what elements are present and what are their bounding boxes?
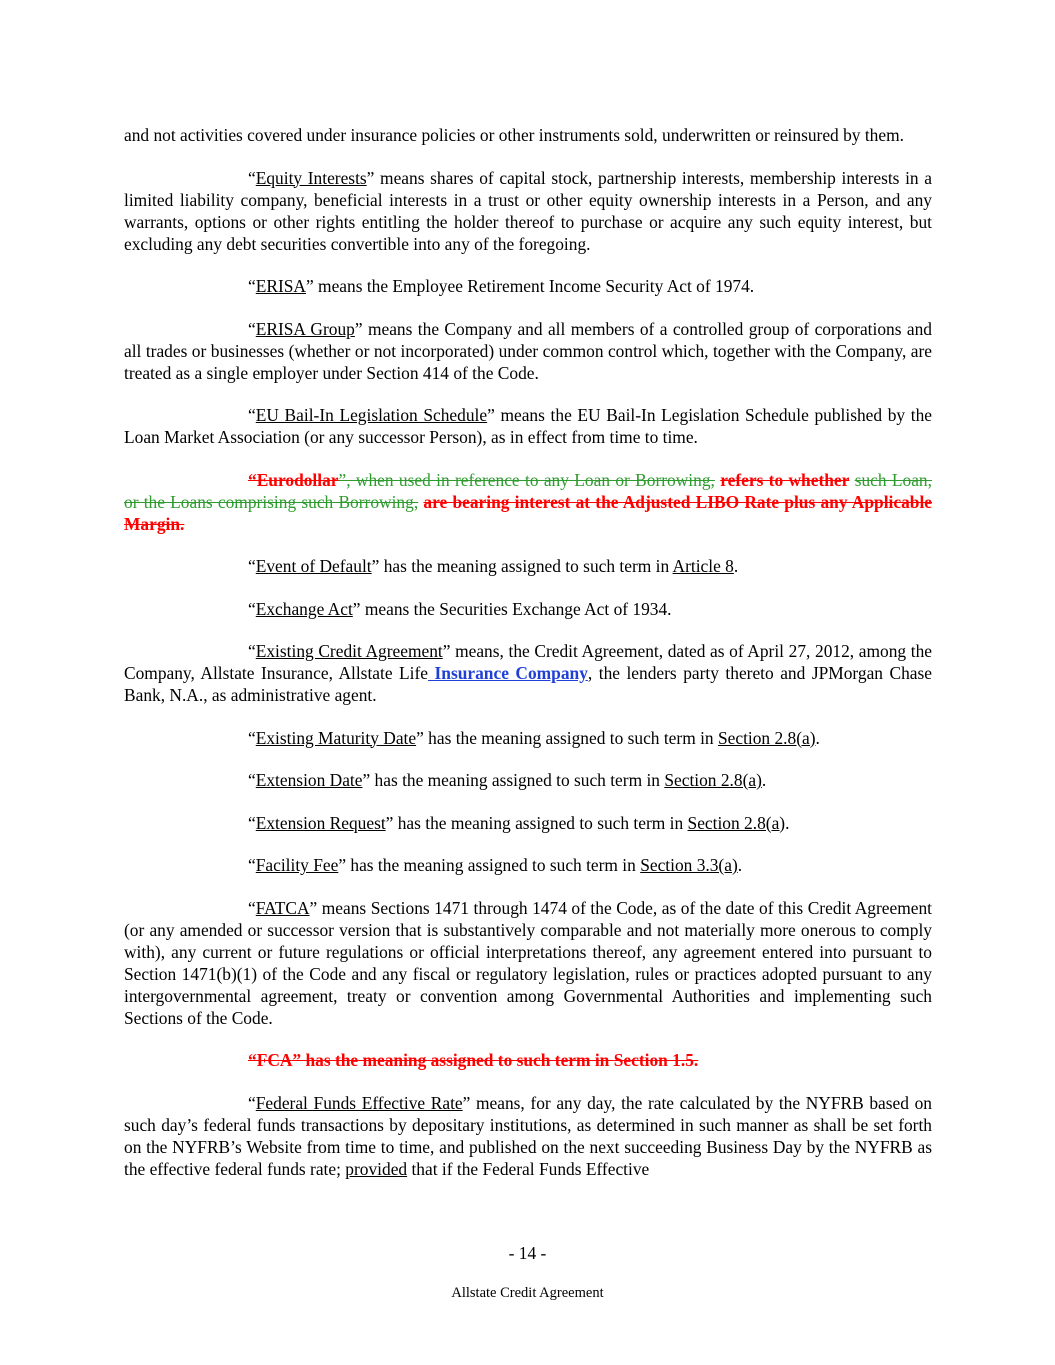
- cross-reference: Section 2.8(a): [664, 770, 762, 790]
- defined-term: ERISA: [255, 276, 306, 296]
- defined-term: Existing Maturity Date: [255, 727, 417, 748]
- deleted-text: “Eurodollar: [248, 469, 339, 490]
- definition-existing-maturity-date: “Existing Maturity Date” has the meaning assigned to such term in Section 2.8(a).: [248, 727, 820, 748]
- defined-term: FATCA: [255, 897, 310, 918]
- definition-equity-interests: “Equity Interests” means shares of capital stock, partnership interests, membership interests in a limited liability company, beneficial interests in a trust or other equity ownership interests in a Person, and any warrants, options or other rights entitling the holder thereof to purchase or acquire any such equity interest, but excluding any debt securities convertible into any of the foregoing.: [124, 167, 932, 254]
- cross-reference: Article 8: [672, 556, 734, 576]
- definition-erisa: “ERISA” means the Employee Retirement Income Security Act of 1974.: [248, 276, 755, 296]
- definition-eu-bail-in: “EU Bail-In Legislation Schedule” means the EU Bail-In Legislation Schedule published by the Loan Market Association (or any successor Person), as in effect from time to time.: [124, 405, 932, 447]
- definition-fca-deleted: [124, 1049, 932, 1071]
- definition-event-of-default: “Event of Default” has the meaning assigned to such term in Article 8.: [248, 556, 739, 576]
- moved-text: ”, when used in reference to any Loan or Borrowing,: [338, 469, 715, 490]
- defined-term: Exchange Act: [255, 598, 353, 619]
- defined-term: Equity Interests: [255, 167, 367, 188]
- document-body: [124, 124, 932, 1200]
- cross-reference: Section 2.8(a): [717, 727, 816, 748]
- defined-term: Event of Default: [255, 556, 372, 576]
- page-number: - 14 -: [508, 1243, 547, 1263]
- proviso-term: provided: [345, 1158, 408, 1179]
- definition-extension-request: “Extension Request” has the meaning assigned to such term in Section 2.8(a).: [248, 812, 790, 833]
- inserted-text: Insurance Company: [428, 663, 588, 683]
- defined-term: ERISA Group: [255, 318, 355, 339]
- defined-term: Existing Credit Agreement: [255, 641, 443, 661]
- definition-eurodollar-deleted: [124, 469, 932, 535]
- definition-fatca: “FATCA” means Sections 1471 through 1474 of the Code, as of the date of this Credit Agreement (or any amended or successor version that is substantively comparable and not materially more onerous to comply with), any current or future regulations or official interpretations thereof, any agreement entered into pursuant to Section 1471(b)(1) of the Code and any fiscal or regulatory legislation, rules or practices adopted pursuant to any intergovernmental agreement, treaty or convention among Governmental Authorities and implementing such Sections of the Code.: [124, 897, 932, 1028]
- definition-erisa-group: “ERISA Group” means the Company and all members of a controlled group of corporations and all trades or businesses (whether or not incorporated) under common control which, together with the Company, are treated as a single employer under Section 414 of the Code.: [124, 318, 932, 383]
- deleted-text: “FCA” has the meaning assigned to such term in: [248, 1050, 614, 1070]
- definition-existing-credit-agreement: “Existing Credit Agreement” means, the Credit Agreement, dated as of April 27, 2012, among the Company, Allstate Insurance, Allstate Life Insurance Company, the lenders party thereto and JPMorgan Chase Bank, N.A., as administrative agent.: [124, 641, 932, 705]
- deleted-text: .: [693, 1050, 699, 1070]
- moved-text: such Loan, or the Loans comprising such Borrowing,: [124, 469, 932, 512]
- defined-term: Extension Date: [255, 770, 363, 790]
- definition-extension-date: “Extension Date” has the meaning assigned to such term in Section 2.8(a).: [248, 770, 767, 790]
- document-footer: Allstate Credit Agreement: [451, 1285, 604, 1301]
- paragraph-continuation: and not activities covered under insurance policies or other instruments sold, underwritten or reinsured by them.: [124, 125, 904, 145]
- definition-federal-funds-effective-rate: “Federal Funds Effective Rate” means, for any day, the rate calculated by the NYFRB based on such day’s federal funds transactions by depositary institutions, as determined in such manner as shall be set forth on the NYFRB’s Website from time to time, and published on the next succeeding Business Day by the NYFRB as the effective federal funds rate; provided that if the Federal Funds Effective: [124, 1092, 932, 1179]
- definition-exchange-act: “Exchange Act” means the Securities Exchange Act of 1934.: [248, 598, 672, 619]
- deleted-text: refers to whether: [720, 469, 850, 490]
- defined-term: Federal Funds Effective Rate: [255, 1092, 463, 1113]
- defined-term: Extension Request: [255, 812, 386, 833]
- definition-facility-fee: “Facility Fee” has the meaning assigned to such term in Section 3.3(a).: [248, 855, 743, 875]
- cross-reference: Section 3.3(a): [640, 855, 738, 875]
- cross-reference: Section 2.8(a): [687, 812, 786, 833]
- defined-term: EU Bail-In Legislation Schedule: [255, 405, 488, 425]
- deleted-cross-reference: Section 1.5: [613, 1050, 694, 1070]
- deleted-text: are bearing interest at the Adjusted LIBO Rate plus any Applicable Margin.: [124, 491, 932, 534]
- defined-term: Facility Fee: [255, 855, 339, 875]
